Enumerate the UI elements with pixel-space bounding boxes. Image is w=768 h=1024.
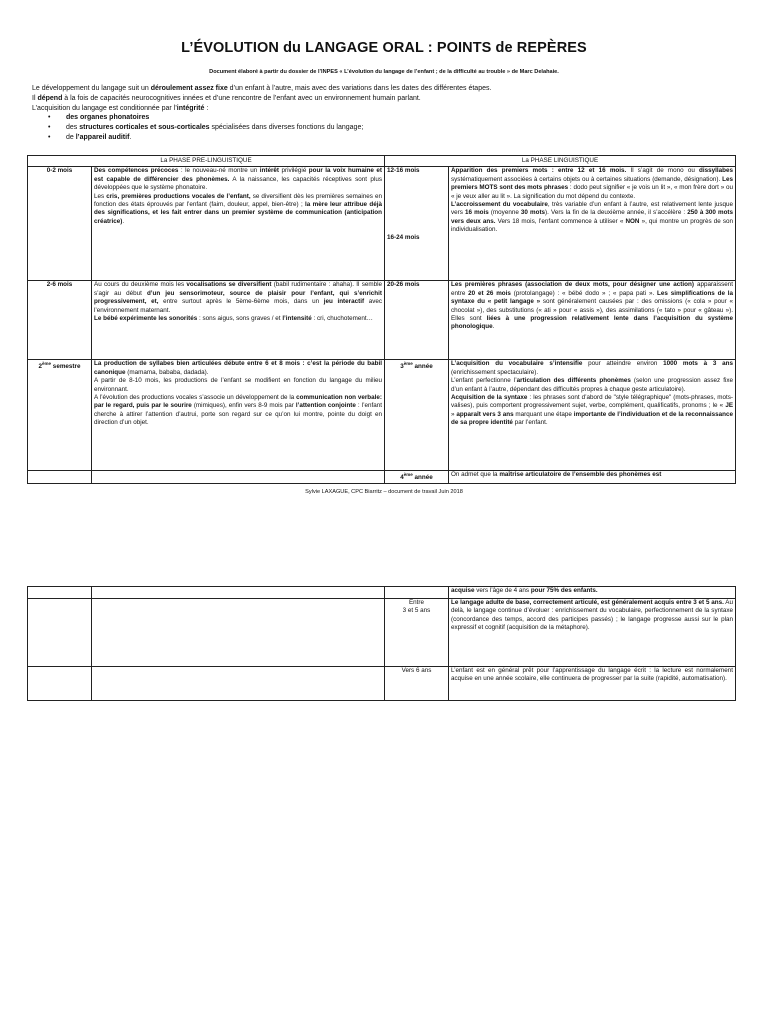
intro-bullet-list — [32, 113, 742, 142]
list-item: • des organes phonatoires — [48, 114, 150, 122]
list-item: • de l’appareil auditif. — [48, 133, 132, 141]
table-row — [28, 360, 736, 471]
page-footer: Sylvie LAXAGUE, CPC Biarritz – document de travail Juin 2018 — [305, 489, 463, 495]
age-cell: Entre 3 et 5 ans — [385, 599, 449, 667]
age-cell: 20-26 mois — [385, 281, 449, 360]
description-cell: Le langage adulte de base, correctement articulé, est généralement acquis entre 3 et 5 ans. Au delà, le langage continue d’évoluer : enrichissement du vocabulaire, perfectionnement de la syntaxe (concordance des temps, accord des participes passés) ; le langage progresse aussi sur le plan expressif et cognitif (acquisition de la métaphore). — [449, 599, 736, 667]
age-cell: 4ème année — [385, 471, 449, 484]
bullet-icon: • — [48, 114, 51, 122]
empty-cell — [28, 599, 92, 667]
table-row — [28, 167, 736, 281]
list-item: • des structures corticales et sous-corticales spécialisées dans diverses fonctions du langage; — [48, 124, 364, 132]
intro-line-1: Le développement du langage suit un déroulement assez fixe d’un enfant à l’autre, mais avec des variations dans les dates des différentes étapes. — [32, 85, 492, 92]
intro-line-3: L’acquisition du langage est conditionnée par l’intégrité : — [32, 104, 209, 112]
age-cell: 2ème semestre — [28, 360, 92, 471]
page-title: L’ÉVOLUTION du LANGAGE ORAL : POINTS de REPÈRES — [181, 40, 587, 56]
description-cell: Au cours du deuxième mois les vocalisations se diversifient (babil rudimentaire : ahaha). Il semble s’agir au début d’un jeu sensorimoteur, source de plaisir pour l’enfant, qui s’enrichit progressivement, et, entre surtout après le 5ème-6ème mois, dans un jeu interactif avec l’environnement maternant. Le bébé expérimente les sonorités : sons aigus, sons graves / et l’intensité : cri, chuchotement… — [92, 281, 385, 360]
age-cell: 2-6 mois — [28, 281, 92, 360]
table-header-row — [28, 156, 736, 167]
table-row — [28, 667, 736, 701]
empty-cell — [385, 587, 449, 599]
description-cell: L’enfant est en général prêt pour l’apprentissage du langage écrit : la lecture est normalement acquise en une année scolaire, elle continuera de progresser par la suite (rapidité, automatisation). — [449, 667, 736, 701]
stages-table — [27, 155, 736, 484]
header-pre-linguistic: La PHASE PRE-LINGUISTIQUE — [28, 156, 385, 167]
empty-cell — [92, 471, 385, 484]
header-linguistic: La PHASE LINGUISTIQUE — [385, 156, 736, 167]
bullet-icon: • — [48, 133, 51, 141]
page-subtitle: Document élaboré à partir du dossier de l’INPES « L’évolution du langage de l’enfant ; de la difficulté au trouble » de Marc Delahaie. — [209, 69, 559, 75]
description-cell: Les premières phrases (association de deux mots, pour désigner une action) apparaissent entre 20 et 26 mois (protolangage) : « bébé dodo » ; « papa pati ». Les simplifications de la syntaxe du « petit langage » sont généralement causées par : des omissions (« cola » pour « chocolat »), des substitutions (« ati » pour « assis »), des assimilations (« tato » pour « gâteau »). Elles sont liées à une progression relativement lente dans l’acquisition du système phonologique. — [449, 281, 736, 360]
empty-cell — [92, 587, 385, 599]
stages-table-continued — [27, 586, 736, 701]
bullet-icon: • — [48, 124, 51, 132]
table-row — [28, 599, 736, 667]
description-cell: L’acquisition du vocabulaire s’intensifie pour atteindre environ 1000 mots à 3 ans (enrichissement spectaculaire). L’enfant perfectionne l’articulation des différents phonèmes (selon une progression assez fixe d’un enfant à l’autre, dépendant des difficultés propres à chaque geste articulatoire). Acquisition de la syntaxe : les phrases sont d’abord de "style télégraphique" (mots-phrases, mots-valises), puis comportent progressivement sujet, verbe, complément, qualificatifs, pronoms ; le « JE » apparaît vers 3 ans marquant une étape importante de l’individuation et de la reconnaissance de sa propre identité par l’enfant. — [449, 360, 736, 471]
age-cell: Vers 6 ans — [385, 667, 449, 701]
table-row — [28, 471, 736, 484]
description-cell: On admet que la maîtrise articulatoire de l’ensemble des phonèmes est — [449, 471, 736, 484]
description-cell: acquise vers l’âge de 4 ans pour 75% des enfants. — [449, 587, 736, 599]
empty-cell — [28, 587, 92, 599]
empty-cell — [28, 667, 92, 701]
description-cell: La production de syllabes bien articulées débute entre 6 et 8 mois : c’est la période du babil canonique (mamama, bababa, dadada). A partir de 8-10 mois, les productions de l’enfant se modifient en fonction du langage du milieu environnant. A l’évolution des productions vocales s’associe un développement de la communication non verbale: par le regard, puis par le sourire (mimiques), enfin vers 8-9 mois par l’attention conjointe : l’enfant cherche à attirer l’attention d’autrui, porte son regard sur ce qu’on lui montre, pointe du doigt en direction d’un objet. — [92, 360, 385, 471]
intro-section — [32, 84, 742, 143]
description-cell: Apparition des premiers mots : entre 12 et 16 mois. Il s’agit de mono ou dissyllabes systématiquement associées à certains objets ou à certaines situations (demande, désignation). Les premiers MOTS sont des mots phrases : dodo peut signifier « je vois un lit », « mon frère dort » ou « je veux aller au lit ». La signification du mot dépend du contexte. L’accroissement du vocabulaire, très variable d’un enfant à l’autre, est relativement lente jusque vers 16 mois (moyenne 30 mots). Vers la fin de la deuxième année, il s’accélère : 250 à 300 mots vers deux ans. Vers 18 mois, l’enfant commence à utiliser « NON », qui montre un progrès de son individualisation. — [449, 167, 736, 281]
description-cell: Des compétences précoces : le nouveau-né montre un intérêt privilégié pour la voix humaine et est capable de différencier des phonèmes. A la naissance, les capacités réceptives sont plus développées que le système phonatoire. Les cris, premières productions vocales de l’enfant, se diversifient dès les premières semaines en fonction des états éprouvés par l’enfant (faim, douleur, appel, bien-être) ; la mère leur attribue déjà des significations, et les fait entrer dans un premier système de communication (anticipation créatrice). — [92, 167, 385, 281]
age-cell: 3ème année — [385, 360, 449, 471]
age-cell: 12-16 mois 16-24 mois — [385, 167, 449, 281]
table-row — [28, 281, 736, 360]
intro-line-2: Il dépend à la fois de capacités neurocognitives innées et d’une rencontre de l’enfant avec un environnement humain parlant. — [32, 94, 421, 102]
empty-cell — [28, 471, 92, 484]
age-cell: 0-2 mois — [28, 167, 92, 281]
empty-cell — [92, 599, 385, 667]
empty-cell — [92, 667, 385, 701]
table-row — [28, 587, 736, 599]
